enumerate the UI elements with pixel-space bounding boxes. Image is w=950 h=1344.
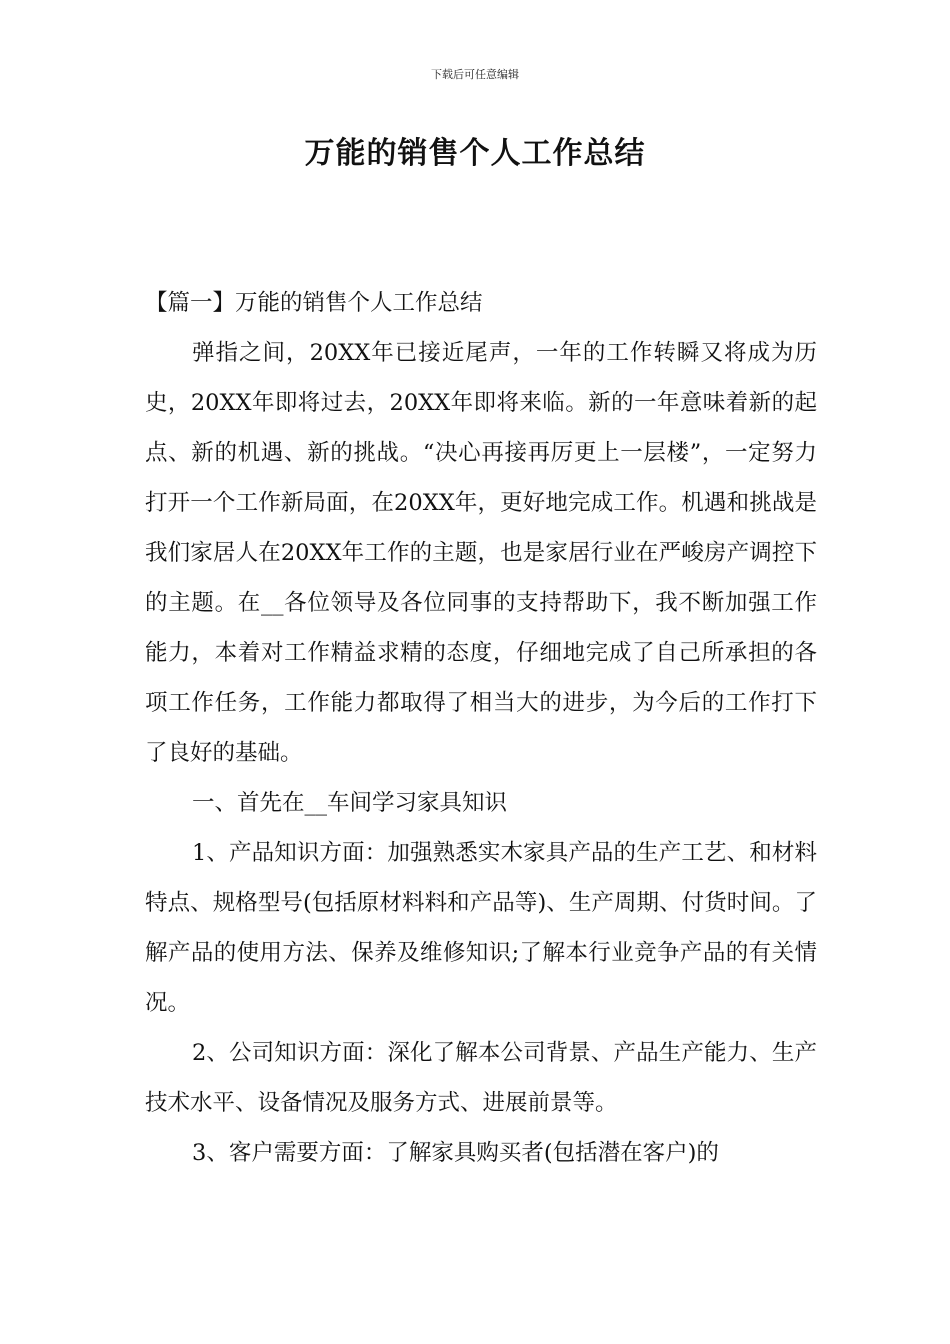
paragraph-product-knowledge: 1、产品知识方面：加强熟悉实木家具产品的生产工艺、和材料特点、规格型号(包括原材料料和产品等)、生产周期、付货时间。了解产品的使用方法、保养及维修知识;了解本行业竞争产品的有关情况。 [145,840,817,1016]
header-note: 下载后可任意编辑 [431,68,519,81]
paragraph-company-knowledge: 2、公司知识方面：深化了解本公司背景、产品生产能力、生产技术水平、设备情况及服务方式、进展前景等。 [145,1040,817,1116]
paragraph-subheading: 一、首先在__车间学习家具知识 [192,790,508,816]
paragraph-customer-needs: 3、客户需要方面：了解家具购买者(包括潜在客户)的 [192,1140,719,1166]
paragraph-intro: 弹指之间，20XX年已接近尾声，一年的工作转瞬又将成为历史，20XX年即将过去，20XX年即将来临。新的一年意味着新的起点、新的机遇、新的挑战。“决心再接再厉更上一层楼”，一定努力打开一个工作新局面，在20XX年，更好地完成工作。机遇和挑战是我们家居人在20XX年工作的主题，也是家居行业在严峻房产调控下的主题。在__各位领导及各位同事的支持帮助下，我不断加强工作能力，本着对工作精益求精的态度，仔细地完成了自己所承担的各项工作任务，工作能力都取得了相当大的进步，为今后的工作打下了良好的基础。 [145,340,817,766]
document-title: 万能的销售个人工作总结 [304,136,646,171]
document-body [145,278,817,1178]
section-heading: 【篇一】万能的销售个人工作总结 [145,290,483,316]
